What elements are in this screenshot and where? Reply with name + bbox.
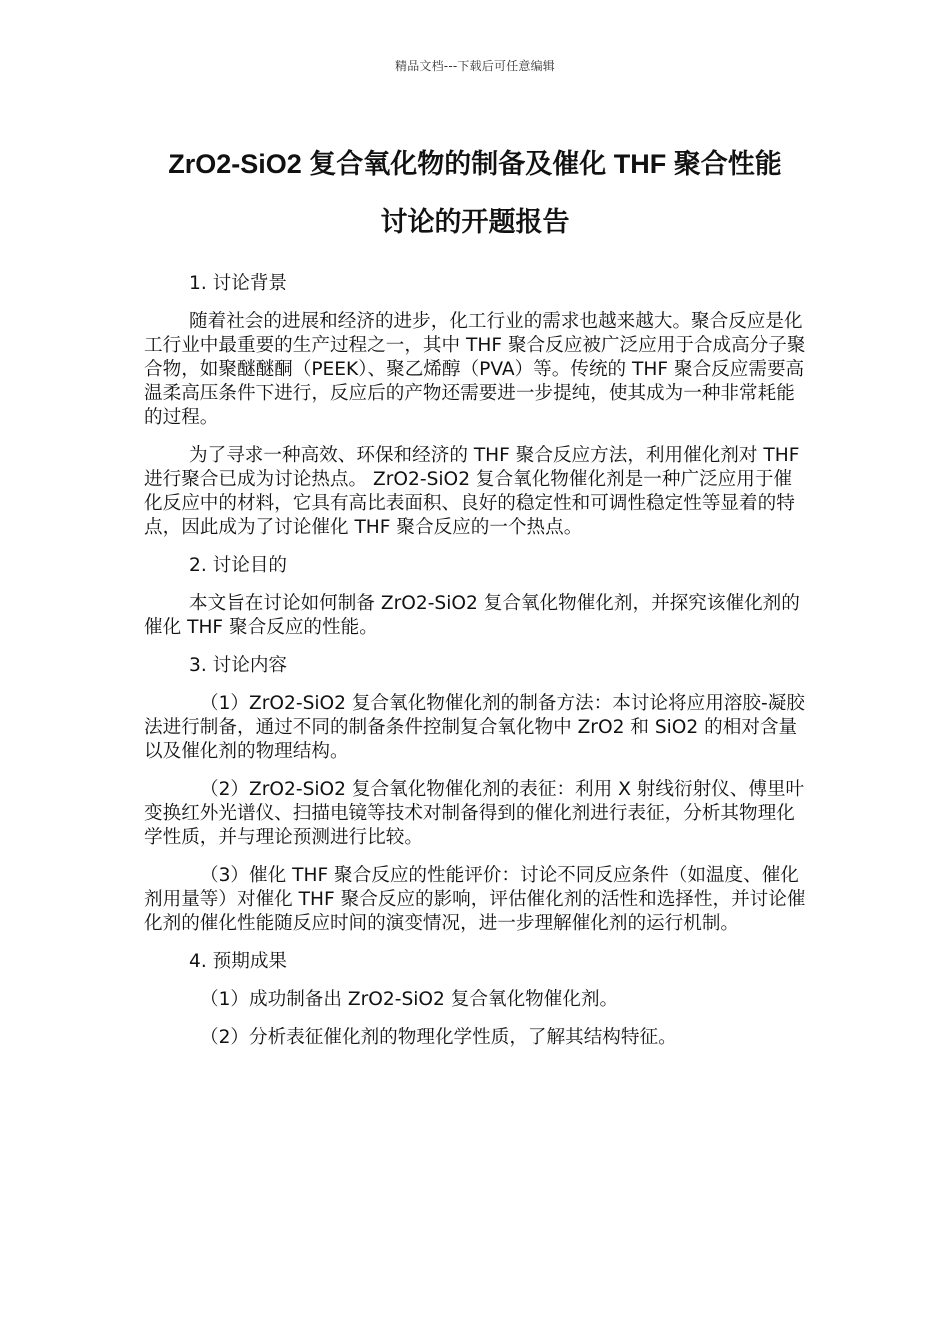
title-line-2: 讨论的开题报告	[380, 207, 570, 237]
paragraph: 本文旨在讨论如何制备 ZrO2-SiO2 复合氧化物催化剂，并探究该催化剂的催化 THF 聚合反应的性能。	[144, 593, 800, 638]
paragraph: 随着社会的进展和经济的进步，化工行业的需求也越来越大。聚合反应是化工行业中最重要的生产过程之一，其中 THF 聚合反应被广泛应用于合成高分子聚合物，如聚醚醚酮（PEEK）、聚乙烯醇（PVA）等。传统的 THF 聚合反应需要高温柔高压条件下进行，反应后的产物还需要进一步提纯，使其成为一种非常耗能的过程。	[144, 311, 806, 428]
title-line-1: ZrO2-SiO2 复合氧化物的制备及催化 THF 聚合性能	[168, 149, 782, 179]
content-item: （2）ZrO2-SiO2 复合氧化物催化剂的表征：利用 X 射线衍射仪、傅里叶变换红外光谱仪、扫描电镜等技术对制备得到的催化剂进行表征，分析其物理化学性质，并与理论预测进行比较。	[144, 779, 805, 848]
result-item: （2）分析表征催化剂的物理化学性质，了解其结构特征。	[200, 1027, 677, 1048]
paragraph: 为了寻求一种高效、环保和经济的 THF 聚合反应方法，利用催化剂对 THF 进行聚合已成为讨论热点。 ZrO2-SiO2 复合氧化物催化剂是一种广泛应用于催化反应中的材料，它具有高比表面积、良好的稳定性和可调性稳定性等显着的特点，因此成为了讨论催化 THF 聚合反应的一个热点。	[144, 445, 800, 538]
content-item: （1）ZrO2-SiO2 复合氧化物催化剂的制备方法：本讨论将应用溶胶-凝胶法进行制备，通过不同的制备条件控制复合氧化物中 ZrO2 和 SiO2 的相对含量以及催化剂的物理结构。	[144, 693, 805, 762]
document-title	[100, 135, 850, 251]
section-heading-content: 3. 讨论内容	[189, 655, 288, 676]
section-heading-purpose: 2. 讨论目的	[189, 555, 288, 576]
document-body	[144, 272, 806, 1064]
result-item: （1）成功制备出 ZrO2-SiO2 复合氧化物催化剂。	[200, 989, 619, 1010]
content-item: （3）催化 THF 聚合反应的性能评价：讨论不同反应条件（如温度、催化剂用量等）对催化 THF 聚合反应的影响，评估催化剂的活性和选择性，并讨论催化剂的催化性能随反应时间的演变情况，进一步理解催化剂的运行机制。	[144, 865, 806, 934]
section-heading-expected-results: 4. 预期成果	[189, 951, 288, 972]
section-heading-background: 1. 讨论背景	[189, 273, 288, 294]
header-note: 精品文档---下载后可任意编辑	[395, 59, 555, 73]
